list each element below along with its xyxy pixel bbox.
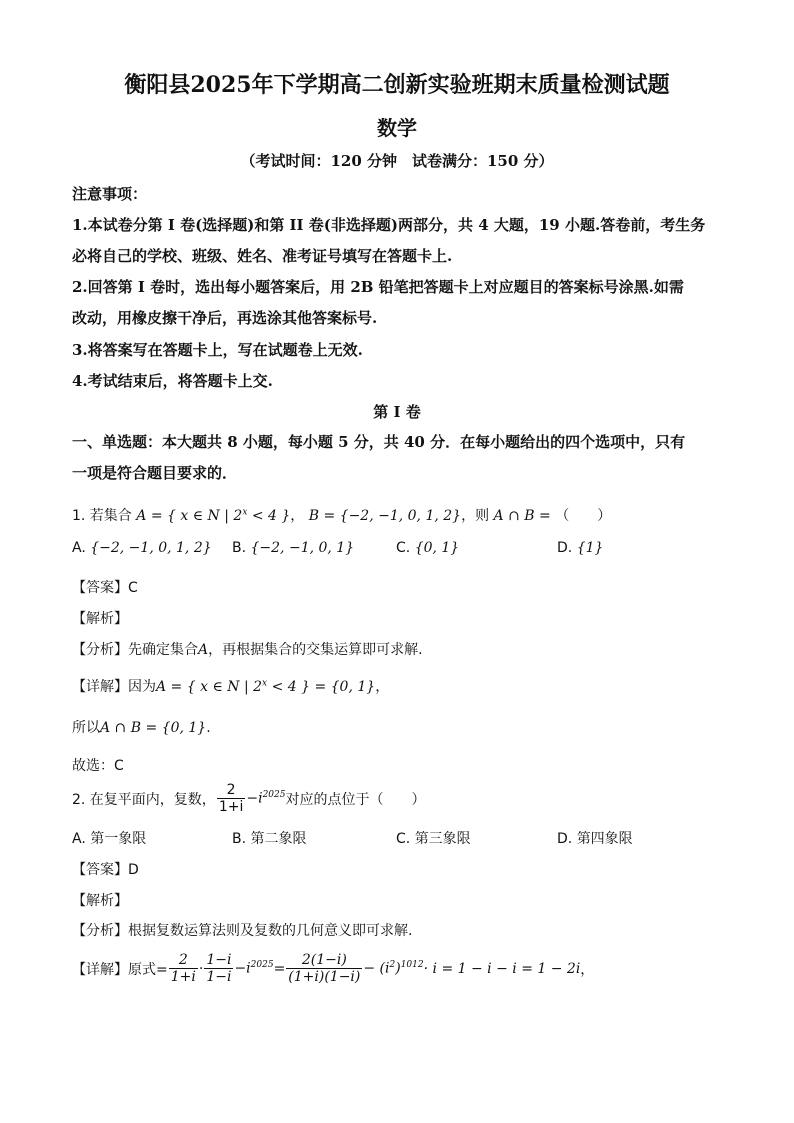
detail-tag: 【详解】 <box>72 679 128 695</box>
detail-end: . <box>206 720 211 736</box>
option-key: A. <box>72 831 86 847</box>
option-text: {−2, −1, 0, 1} <box>250 540 355 556</box>
q2-power <box>246 790 285 807</box>
option-key: C. <box>396 540 411 556</box>
q2-stem <box>72 782 425 815</box>
detail-tail: · i = 1 − i − i = 1 − 2i <box>423 960 581 977</box>
detail-power-1 <box>234 960 273 977</box>
fenxi-text: 根据复数运算法则及复数的几何意义即可求解. <box>128 923 413 939</box>
q1-option-c <box>396 540 459 556</box>
q2-detail <box>72 952 594 985</box>
notice-line-5: 3.将答案写在答题卡上，写在试题卷上无效. <box>72 341 363 359</box>
exam-subject: 数学 <box>377 116 417 140</box>
q1-detail <box>72 676 389 696</box>
power-close: ) <box>395 960 401 977</box>
detail-fraction-2 <box>204 952 233 985</box>
fenxi-tag: 【分析】 <box>72 642 128 658</box>
detail-end: ， <box>580 961 595 978</box>
notice-heading: 注意事项： <box>72 185 148 203</box>
q2-suffix: 对应的点位于（ ） <box>285 791 426 808</box>
fraction-numerator: 2(1−i) <box>286 952 362 969</box>
option-key: B. <box>232 540 247 556</box>
fraction-denominator: (1+i)(1−i) <box>288 969 361 985</box>
notice-line-3: 2.回答第 I 卷时，选出每小题答案后，用 2B 铅笔把答题卡上对应题目的答案标号涂黑.如需 <box>72 278 684 296</box>
detail-text: 因为 <box>128 679 156 695</box>
q2-answer <box>72 859 139 879</box>
q2-prefix: 2. 在复平面内，复数， <box>72 791 216 808</box>
q2-exp: 2025 <box>262 790 286 801</box>
notice-line-4: 改动，用橡皮擦干净后，再选涂其他答案标号. <box>72 309 378 327</box>
power-base: −i <box>234 960 251 977</box>
q2-option-d <box>557 828 633 848</box>
fenxi-tag: 【分析】 <box>72 923 128 939</box>
fraction-denominator: 1−i <box>206 969 232 985</box>
q2-analysis-tag: 【解析】 <box>72 893 128 909</box>
q1-set-a-exp: x <box>242 507 248 518</box>
fraction-denominator: 1+i <box>218 799 244 815</box>
q1-sep: ， <box>290 508 305 524</box>
q2-fraction <box>217 782 246 815</box>
option-text: 第四象限 <box>576 831 633 847</box>
fenxi-tail: ，再根据集合的交集运算即可求解. <box>208 642 423 658</box>
q1-detail-2 <box>72 717 211 737</box>
q1-set-a-text: A = { x ∈ N | 2 <box>136 508 243 524</box>
option-text: 第一象限 <box>90 831 147 847</box>
q2-fenxi <box>72 920 412 940</box>
exam-time-info: （考试时间：120 分钟 试卷满分：150 分） <box>240 152 554 170</box>
option-text: 第二象限 <box>250 831 307 847</box>
detail-math-exp: x <box>262 678 268 689</box>
detail-power-2 <box>363 960 423 977</box>
option-text: {0, 1} <box>414 540 460 556</box>
q2-option-c <box>396 828 471 848</box>
answer-value: C <box>128 580 138 596</box>
q1-set-b: B = {−2, −1, 0, 1, 2} <box>308 508 462 524</box>
exam-title: 衡阳县2025年下学期高二创新实验班期末质量检测试题 <box>124 72 670 98</box>
option-key: C. <box>396 831 411 847</box>
fraction-denominator: 1+i <box>170 969 196 985</box>
q1-set-a-tail: < 4 } <box>247 508 291 524</box>
detail-math-tail: < 4 } = {0, 1} <box>267 679 376 695</box>
q1-expr: A ∩ B <box>493 508 535 524</box>
q1-then: ，则 <box>461 508 490 524</box>
detail-text: 所以 <box>72 720 100 736</box>
q1-prefix: 1. 若集合 <box>72 508 132 524</box>
section-label: 第 I 卷 <box>373 403 421 421</box>
q1-option-d <box>557 540 603 556</box>
option-key: A. <box>72 540 86 556</box>
detail-tag: 【详解】 <box>72 961 128 978</box>
option-text: {1} <box>576 540 604 556</box>
answer-tag: 【答案】 <box>72 580 128 596</box>
option-text: 第三象限 <box>414 831 471 847</box>
q1-answer <box>72 577 138 597</box>
power-base: − (i <box>363 960 390 977</box>
q1-choose: 故选：C <box>72 758 124 774</box>
section-instruction-1: 一、单选题：本大题共 8 小题，每小题 5 分，共 40 分．在每小题给出的四个选项中，只有 <box>72 433 686 451</box>
answer-value: D <box>128 862 139 878</box>
q1-option-a <box>72 540 212 556</box>
q1-analysis-tag: 【解析】 <box>72 611 128 627</box>
q2-option-a <box>72 828 146 848</box>
option-key: B. <box>232 831 247 847</box>
detail-dot: · <box>198 960 204 977</box>
option-key: D. <box>557 540 573 556</box>
notice-line-1: 1.本试卷分第 I 卷(选择题)和第 II 卷(非选择题)两部分，共 4 大题，19 小题.答卷前，考生务 <box>72 216 706 234</box>
power-square: 2 <box>389 960 396 971</box>
fraction-numerator: 2 <box>217 782 246 799</box>
fraction-numerator: 1−i <box>206 952 232 968</box>
notice-line-6: 4.考试结束后，将答题卡上交. <box>72 372 273 390</box>
option-key: D. <box>557 831 573 847</box>
q1-option-b <box>232 540 354 556</box>
power-exp: 2025 <box>250 960 274 971</box>
fenxi-math: A <box>198 642 209 658</box>
q1-fenxi <box>72 639 423 659</box>
q1-stem <box>72 505 611 525</box>
detail-label: 原式= <box>128 961 168 978</box>
detail-math-text: A = { x ∈ N | 2 <box>156 679 263 695</box>
section-instruction-2: 一项是符合题目要求的． <box>72 464 238 482</box>
q1-eq: = （ ） <box>534 508 612 524</box>
detail-fraction-3 <box>286 952 362 985</box>
detail-math <box>156 679 375 695</box>
answer-tag: 【答案】 <box>72 862 128 878</box>
power-exp: 1012 <box>400 960 424 971</box>
q2-minus: −i <box>246 790 263 807</box>
notice-line-2: 必将自己的学校、班级、姓名、准考证号填写在答题卡上. <box>72 247 453 265</box>
detail-eq: = <box>273 960 286 977</box>
fenxi-text: 先确定集合 <box>128 642 198 658</box>
option-text: {−2, −1, 0, 1, 2} <box>90 540 212 556</box>
detail-math: A ∩ B = {0, 1} <box>100 720 207 736</box>
q1-set-a <box>136 508 290 524</box>
detail-fraction-1 <box>169 952 198 985</box>
fraction-numerator: 2 <box>169 952 198 969</box>
detail-end: ， <box>375 679 390 695</box>
q2-option-b <box>232 828 307 848</box>
